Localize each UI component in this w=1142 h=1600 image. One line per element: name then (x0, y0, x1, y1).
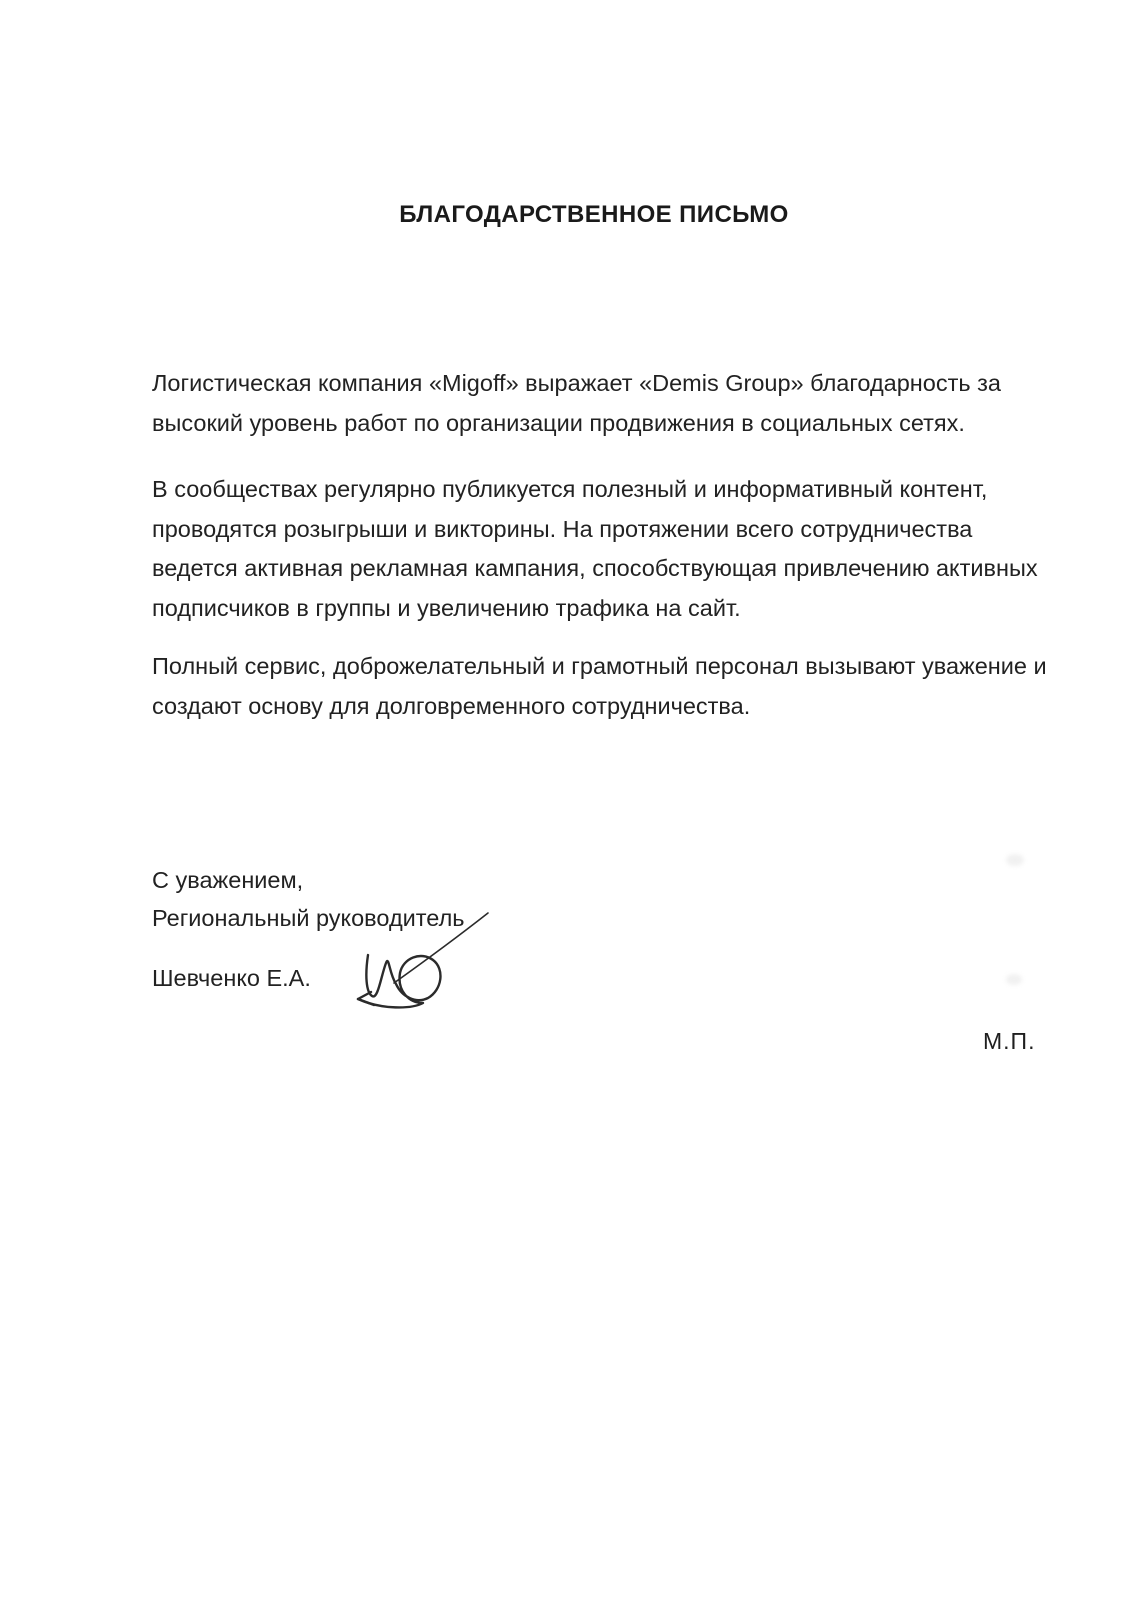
paragraph-1-line-1: Логистическая компания «Migoff» выражает «Demis Group» благодарность за (152, 370, 1001, 396)
paragraph-2-line-2: проводятся розыгрыши и викторины. На протяжении всего сотрудничества (152, 515, 973, 542)
paragraph-1-line-2: высокий уровень работ по организации продвижения в социальных сетях. (152, 409, 965, 436)
paragraph-2-line-4: подписчиков в группы и увеличению трафика на сайт. (152, 594, 741, 621)
handwritten-signature-icon (342, 903, 502, 1018)
paragraph-2-line-1: В сообществах регулярно публикуется полезный и информативный контент, (152, 476, 988, 502)
scan-artifact-speck (1006, 854, 1024, 866)
letter-title: БЛАГОДАРСТВЕННОЕ ПИСЬМО (399, 201, 789, 228)
paragraph-2 (152, 470, 1038, 628)
paragraph-3-line-1: Полный сервис, доброжелательный и грамотный персонал вызывают уважение и (152, 653, 1047, 679)
paragraph-2-line-3: ведется активная рекламная кампания, способствующая привлечению активных (152, 555, 1038, 581)
paragraph-3-line-2: создают основу для долговременного сотрудничества. (152, 692, 751, 719)
signer-position: Региональный руководитель (152, 905, 465, 931)
signer-name: Шевченко Е.А. (152, 965, 311, 991)
stamp-placeholder: М.П. (983, 1028, 1036, 1054)
closing-salutation: С уважением, (152, 867, 304, 893)
paragraph-3 (152, 647, 1047, 726)
paragraph-1 (152, 364, 1032, 443)
scan-artifact-speck (1006, 974, 1022, 985)
